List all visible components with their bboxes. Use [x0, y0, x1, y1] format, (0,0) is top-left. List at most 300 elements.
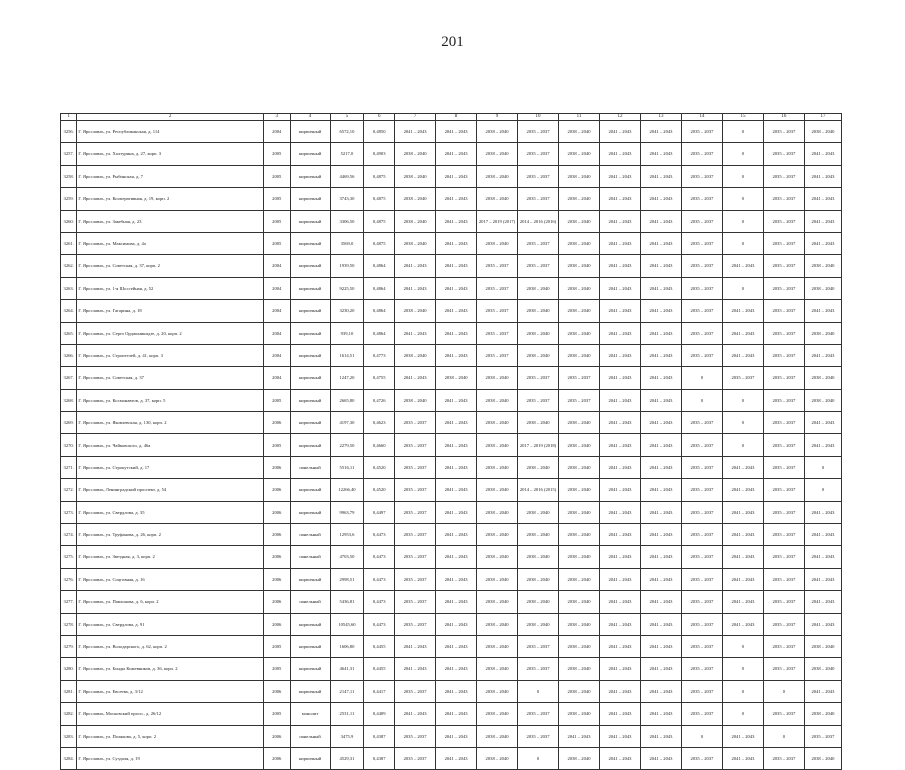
table-cell: 2041 – 2043 — [395, 121, 436, 143]
table-cell: 2038 – 2040 — [559, 613, 600, 635]
table-cell: 2038 – 2040 — [518, 524, 559, 546]
table-cell: 2041 – 2043 — [436, 165, 477, 187]
table-cell: 2035 – 2037 — [395, 680, 436, 702]
table-cell: 2041 – 2043 — [640, 188, 681, 210]
table-cell: 0 — [722, 412, 763, 434]
table-cell: 2038 – 2040 — [804, 703, 841, 725]
table-cell: 2006 — [263, 501, 290, 523]
address-cell: Г. Ярославль, ул. Соцговная, д. 16 — [77, 568, 264, 590]
table-cell: 2038 – 2040 — [395, 210, 436, 232]
table-cell: 2038 – 2040 — [804, 322, 841, 344]
table-cell: 2041 – 2043 — [436, 188, 477, 210]
column-number: 1 — [61, 114, 77, 121]
table-cell: 2038 – 2040 — [518, 277, 559, 299]
row-number: 3274. — [61, 524, 77, 546]
table-cell: 2038 – 2040 — [518, 322, 559, 344]
address-cell: Г. Ярославль, ул. Суздаля, д. 19 — [77, 747, 264, 769]
table-cell: 2038 – 2040 — [559, 456, 600, 478]
table-cell: 2035 – 2037 — [763, 613, 804, 635]
table-cell: 2041 – 2043 — [436, 747, 477, 769]
table-cell: кирпичный — [290, 501, 330, 523]
table-cell: 2014 – 2016 (2016) — [518, 210, 559, 232]
row-number: 3276. — [61, 568, 77, 590]
table-cell: 0 — [722, 703, 763, 725]
table-cell: 2038 – 2040 — [395, 232, 436, 254]
table-cell: 0 — [763, 725, 804, 747]
table-cell: 2038 – 2040 — [804, 367, 841, 389]
table-cell: 2041 – 2043 — [804, 143, 841, 165]
table-cell: 2038 – 2040 — [395, 389, 436, 411]
table-cell: 0 — [722, 143, 763, 165]
table-cell: 2041 – 2043 — [804, 546, 841, 568]
table-cell: 2035 – 2037 — [477, 277, 518, 299]
table-cell: 2041 – 2043 — [640, 434, 681, 456]
table-cell: 2035 – 2037 — [763, 165, 804, 187]
table-cell: 2038 – 2040 — [559, 434, 600, 456]
table-cell: 2038 – 2040 — [559, 344, 600, 366]
row-number: 3265. — [61, 322, 77, 344]
table-cell: 2038 – 2040 — [518, 613, 559, 635]
table-cell: 0,4409 — [364, 703, 395, 725]
table-cell: 2038 – 2040 — [559, 188, 600, 210]
table-cell: 0,4903 — [364, 143, 395, 165]
table-cell: 2038 – 2040 — [477, 165, 518, 187]
address-cell: Г. Ярославль, ул. Свердлова, д. 35 — [77, 501, 264, 523]
table-row — [61, 434, 842, 456]
table-cell: 2038 – 2040 — [477, 188, 518, 210]
table-cell: 2005 — [263, 188, 290, 210]
table-cell: 2035 – 2037 — [518, 703, 559, 725]
repair-schedule-table — [60, 113, 842, 770]
table-cell: 2041 – 2043 — [600, 188, 641, 210]
table-cell: 2005 — [263, 143, 290, 165]
table-cell: 2038 – 2040 — [395, 344, 436, 366]
table-cell: 0,4473 — [364, 524, 395, 546]
table-cell: 0 — [681, 389, 722, 411]
table-cell: 2041 – 2043 — [600, 725, 641, 747]
table-row — [61, 300, 842, 322]
table-cell: 2035 – 2037 — [681, 121, 722, 143]
table-cell: 5217,0 — [330, 143, 364, 165]
table-row — [61, 501, 842, 523]
table-cell: 2035 – 2037 — [681, 255, 722, 277]
table-cell: 2041 – 2043 — [640, 703, 681, 725]
table-row — [61, 658, 842, 680]
column-number: 14 — [681, 114, 722, 121]
column-number: 4 — [290, 114, 330, 121]
row-number: 3269. — [61, 412, 77, 434]
table-cell: 2035 – 2037 — [763, 747, 804, 769]
column-number: 17 — [804, 114, 841, 121]
table-cell: 2005 — [263, 658, 290, 680]
row-number: 3283. — [61, 725, 77, 747]
table-cell: 2035 – 2037 — [681, 165, 722, 187]
table-row — [61, 277, 842, 299]
row-number: 3272. — [61, 479, 77, 501]
table-cell: 2035 – 2037 — [804, 725, 841, 747]
table-cell: 2041 – 2043 — [600, 501, 641, 523]
column-number: 3 — [263, 114, 290, 121]
table-cell: 2035 – 2037 — [763, 412, 804, 434]
table-cell: 2035 – 2037 — [763, 143, 804, 165]
table-row — [61, 703, 842, 725]
table-cell: 2038 – 2040 — [559, 210, 600, 232]
table-cell: 2017 – 2019 (2017) — [477, 210, 518, 232]
page-number: 201 — [441, 34, 464, 50]
table-cell: 12953,6 — [330, 524, 364, 546]
table-cell: кирпичный — [290, 747, 330, 769]
table-cell: 2038 – 2040 — [477, 747, 518, 769]
table-row — [61, 210, 842, 232]
table-cell: 2041 – 2043 — [600, 635, 641, 657]
address-cell: Г. Ярославль, ул. Максимова, д. 4а — [77, 232, 264, 254]
table-cell: 0,4473 — [364, 591, 395, 613]
table-cell: 2038 – 2040 — [559, 232, 600, 254]
table-cell: 2035 – 2037 — [763, 389, 804, 411]
table-cell: 2041 – 2043 — [600, 703, 641, 725]
table-cell: 2041 – 2043 — [804, 188, 841, 210]
column-number: 2 — [77, 114, 264, 121]
table-cell: 0,4520 — [364, 479, 395, 501]
table-cell: кирпичный — [290, 434, 330, 456]
table-row — [61, 747, 842, 769]
table-cell: 2038 – 2040 — [477, 232, 518, 254]
table-cell: 2038 – 2040 — [559, 680, 600, 702]
table-cell: 2035 – 2037 — [763, 121, 804, 143]
table-cell: кирпичный — [290, 635, 330, 657]
table-cell: 2006 — [263, 412, 290, 434]
table-cell: 2041 – 2043 — [722, 322, 763, 344]
table-cell: 2038 – 2040 — [804, 121, 841, 143]
table-cell: 2279,50 — [330, 434, 364, 456]
table-cell: 0 — [804, 479, 841, 501]
table-cell: 2041 – 2043 — [436, 456, 477, 478]
table-cell: кирпичный — [290, 232, 330, 254]
table-cell: 0,4755 — [364, 367, 395, 389]
address-cell: Г. Ярославль, ул. Чайковского, д. 46а — [77, 434, 264, 456]
table-cell: 2038 – 2040 — [477, 479, 518, 501]
table-cell: 2035 – 2037 — [559, 389, 600, 411]
table-row — [61, 255, 842, 277]
table-cell: 2041 – 2043 — [436, 121, 477, 143]
table-cell: 2005 — [263, 434, 290, 456]
table-row — [61, 479, 842, 501]
table-cell: 2041 – 2043 — [436, 255, 477, 277]
table-cell: 2038 – 2040 — [518, 456, 559, 478]
table-cell: 2041 – 2043 — [640, 591, 681, 613]
table-cell: 2005 — [263, 703, 290, 725]
table-cell: 2038 – 2040 — [804, 658, 841, 680]
address-cell: Г. Ярославль, Ленинградский проспект, д. 54 — [77, 479, 264, 501]
table-cell: 2038 – 2040 — [436, 367, 477, 389]
table-cell: 2038 – 2040 — [804, 635, 841, 657]
table-cell: 2038 – 2040 — [477, 456, 518, 478]
row-number: 3273. — [61, 501, 77, 523]
table-cell: 0 — [518, 680, 559, 702]
table-cell: 0,4473 — [364, 546, 395, 568]
table-cell: 2041 – 2043 — [804, 524, 841, 546]
table-cell: кирпичный — [290, 680, 330, 702]
table-cell: кирпичный — [290, 389, 330, 411]
table-cell: 2035 – 2037 — [681, 658, 722, 680]
table-cell: 2035 – 2037 — [518, 121, 559, 143]
table-cell: 2041 – 2043 — [395, 367, 436, 389]
column-number: 10 — [518, 114, 559, 121]
table-cell: кирпичный — [290, 479, 330, 501]
table-cell: 2035 – 2037 — [518, 389, 559, 411]
table-cell: 2006 — [263, 591, 290, 613]
column-number: 9 — [477, 114, 518, 121]
table-cell: 2041 – 2043 — [640, 546, 681, 568]
table-cell: 2041 – 2043 — [600, 479, 641, 501]
table-cell: 2005 — [263, 165, 290, 187]
address-cell: Г. Ярославль, ул. Гагарина, д. 18 — [77, 300, 264, 322]
table-cell: 2041 – 2043 — [640, 747, 681, 769]
table-cell: 0 — [722, 165, 763, 187]
table-cell: панельный — [290, 546, 330, 568]
table-cell: 2041 – 2043 — [640, 501, 681, 523]
row-number: 3256. — [61, 121, 77, 143]
table-cell: 2035 – 2037 — [763, 456, 804, 478]
table-cell: кирпичный — [290, 143, 330, 165]
table-cell: панельный — [290, 725, 330, 747]
address-cell: Г. Ярославль, Московский просп., д. 26/12 — [77, 703, 264, 725]
table-cell: 0,4864 — [364, 300, 395, 322]
table-cell: 2041 – 2043 — [600, 613, 641, 635]
table-cell: 2041 – 2043 — [436, 322, 477, 344]
table-cell: 2038 – 2040 — [518, 412, 559, 434]
table-cell: 2006 — [263, 456, 290, 478]
row-number: 3278. — [61, 613, 77, 635]
table-cell: 2041 – 2043 — [640, 524, 681, 546]
table-cell: кирпичный — [290, 121, 330, 143]
table-cell: 3475,9 — [330, 725, 364, 747]
table-cell: 2038 – 2040 — [559, 121, 600, 143]
table-cell: 2038 – 2040 — [477, 568, 518, 590]
table-cell: 2035 – 2037 — [477, 255, 518, 277]
table-cell: 2038 – 2040 — [395, 188, 436, 210]
table-cell: 2041 – 2043 — [436, 210, 477, 232]
table-cell: 0,4875 — [364, 232, 395, 254]
address-cell: Г. Ярославль, ул. Полякова, д. 5, корп. 2 — [77, 725, 264, 747]
table-cell: 2041 – 2043 — [804, 412, 841, 434]
address-cell: Г. Ярославль, ул. Евсеева, д. 3/12 — [77, 680, 264, 702]
table-cell: кирпичный — [290, 613, 330, 635]
table-cell: 2041 – 2043 — [436, 680, 477, 702]
table-cell: 2041 – 2043 — [640, 635, 681, 657]
table-cell: 0,4864 — [364, 277, 395, 299]
table-cell: 4641,31 — [330, 658, 364, 680]
table-cell: 2038 – 2040 — [477, 680, 518, 702]
table-cell: 2038 – 2040 — [559, 658, 600, 680]
table-cell: 2041 – 2043 — [640, 680, 681, 702]
table-cell: 2041 – 2043 — [640, 277, 681, 299]
table-cell: 2041 – 2043 — [804, 165, 841, 187]
table-cell: 2041 – 2043 — [722, 568, 763, 590]
table-cell: 2038 – 2040 — [559, 479, 600, 501]
table-cell: 2041 – 2043 — [436, 412, 477, 434]
table-cell: 2041 – 2043 — [640, 210, 681, 232]
table-cell: 2035 – 2037 — [395, 501, 436, 523]
table-cell: 0 — [722, 232, 763, 254]
table-cell: 939,10 — [330, 322, 364, 344]
column-number: 11 — [559, 114, 600, 121]
table-cell: 2035 – 2037 — [763, 546, 804, 568]
table-cell: кирпичный — [290, 210, 330, 232]
table-cell: 2038 – 2040 — [395, 300, 436, 322]
address-cell: Г. Ярославль, ул. Республиканская, д. 114 — [77, 121, 264, 143]
table-cell: 2035 – 2037 — [763, 322, 804, 344]
table-cell: 1614,51 — [330, 344, 364, 366]
table-cell: 2038 – 2040 — [477, 143, 518, 165]
table-cell: 2035 – 2037 — [763, 367, 804, 389]
table-cell: 3306,50 — [330, 210, 364, 232]
table-cell: 2035 – 2037 — [681, 232, 722, 254]
table-cell: 2038 – 2040 — [477, 725, 518, 747]
table-cell: 2041 – 2043 — [722, 501, 763, 523]
table-cell: 2035 – 2037 — [395, 725, 436, 747]
table-cell: 0,4773 — [364, 344, 395, 366]
table-cell: 2041 – 2043 — [600, 277, 641, 299]
table-cell: 2035 – 2037 — [763, 344, 804, 366]
table-cell: 2035 – 2037 — [518, 725, 559, 747]
table-cell: 5516,11 — [330, 456, 364, 478]
table-cell: 2041 – 2043 — [804, 568, 841, 590]
table-cell: 2038 – 2040 — [559, 591, 600, 613]
table-row — [61, 524, 842, 546]
table-cell: 2041 – 2043 — [600, 658, 641, 680]
row-number: 3264. — [61, 300, 77, 322]
table-cell: 2038 – 2040 — [559, 255, 600, 277]
table-cell: 2035 – 2037 — [681, 591, 722, 613]
table-cell: 2035 – 2037 — [518, 232, 559, 254]
table-cell: 2041 – 2043 — [722, 725, 763, 747]
table-row — [61, 412, 842, 434]
table-cell: кирпичный — [290, 322, 330, 344]
table-cell: 2006 — [263, 613, 290, 635]
table-cell: 0 — [722, 658, 763, 680]
column-number-row — [61, 114, 842, 121]
table-cell: 0 — [722, 121, 763, 143]
table-cell: 2041 – 2043 — [640, 165, 681, 187]
table-cell: 2041 – 2043 — [640, 300, 681, 322]
table-cell: 0,4387 — [364, 747, 395, 769]
row-number: 3259. — [61, 188, 77, 210]
table-cell: 0,4875 — [364, 165, 395, 187]
column-number: 6 — [364, 114, 395, 121]
table-cell: 0 — [681, 367, 722, 389]
table-cell: 2041 – 2043 — [436, 277, 477, 299]
table-cell: 2041 – 2043 — [600, 165, 641, 187]
row-number: 3279. — [61, 635, 77, 657]
table-cell: 2035 – 2037 — [681, 747, 722, 769]
table-cell: 2035 – 2037 — [763, 568, 804, 590]
row-number: 3261. — [61, 232, 77, 254]
row-number: 3266. — [61, 344, 77, 366]
table-cell: 2035 – 2037 — [681, 613, 722, 635]
table-row — [61, 613, 842, 635]
table-cell: 4703,50 — [330, 546, 364, 568]
row-number: 3277. — [61, 591, 77, 613]
table-cell: 2041 – 2043 — [640, 255, 681, 277]
table-cell: 2035 – 2037 — [681, 188, 722, 210]
table-cell: 10545,60 — [330, 613, 364, 635]
table-cell: 2035 – 2037 — [477, 344, 518, 366]
table-cell: 0 — [804, 456, 841, 478]
table-cell: 2041 – 2043 — [640, 121, 681, 143]
table-cell: 2038 – 2040 — [559, 412, 600, 434]
table-cell: кирпичный — [290, 344, 330, 366]
table-cell: 2041 – 2043 — [600, 367, 641, 389]
table-cell: 2038 – 2040 — [477, 658, 518, 680]
table-cell: 2035 – 2037 — [763, 300, 804, 322]
table-cell: 2041 – 2043 — [722, 747, 763, 769]
table-cell: 2041 – 2043 — [600, 546, 641, 568]
table-cell: 2006 — [263, 568, 290, 590]
table-row — [61, 546, 842, 568]
address-cell: Г. Ярославль, ул. Строкутский, д. 17 — [77, 456, 264, 478]
table-cell: 0,4497 — [364, 501, 395, 523]
table-cell: 2041 – 2043 — [804, 591, 841, 613]
table-cell: 2041 – 2043 — [640, 143, 681, 165]
table-cell: 2041 – 2043 — [722, 613, 763, 635]
table-cell: 2041 – 2043 — [640, 344, 681, 366]
table-cell: 2035 – 2037 — [395, 412, 436, 434]
row-number: 3257. — [61, 143, 77, 165]
table-cell: 2035 – 2037 — [763, 277, 804, 299]
table-cell: 2004 — [263, 344, 290, 366]
column-number: 7 — [395, 114, 436, 121]
table-cell: 0,4864 — [364, 255, 395, 277]
address-cell: Г. Ярославль, ул. Серго Орджоникидзе, д. 20, корп. 2 — [77, 322, 264, 344]
table-cell: 2041 – 2043 — [600, 434, 641, 456]
address-cell: Г. Ярославль, ул. Звездная, д. 3, корп. 2 — [77, 546, 264, 568]
table-cell: кирпичный — [290, 300, 330, 322]
table-cell: 2041 – 2043 — [804, 434, 841, 456]
table-cell: 2041 – 2043 — [722, 524, 763, 546]
table-cell: 1939,50 — [330, 255, 364, 277]
table-cell: 2041 – 2043 — [600, 747, 641, 769]
table-cell: 2035 – 2037 — [681, 546, 722, 568]
address-cell: Г. Ярославль, ул. 1-я Шоссейная, д. 52 — [77, 277, 264, 299]
table-cell: 2041 – 2043 — [804, 300, 841, 322]
table-cell: 2038 – 2040 — [804, 277, 841, 299]
table-cell: 2041 – 2043 — [395, 658, 436, 680]
table-cell: 2041 – 2043 — [804, 210, 841, 232]
table-cell: 2038 – 2040 — [518, 344, 559, 366]
address-cell: Г. Ярославль, ул. Советская, д. 37, корп. 2 — [77, 255, 264, 277]
table-cell: панельный — [290, 591, 330, 613]
table-cell: 2035 – 2037 — [681, 143, 722, 165]
table-cell: 2041 – 2043 — [395, 322, 436, 344]
table-cell: 2035 – 2037 — [477, 300, 518, 322]
table-cell: 3743,30 — [330, 188, 364, 210]
table-cell: 2035 – 2037 — [763, 591, 804, 613]
table-row — [61, 591, 842, 613]
table-row — [61, 367, 842, 389]
address-cell: Г. Ярославль, ул. Строителей, д. 41, корп. 3 — [77, 344, 264, 366]
table-cell: 2041 – 2043 — [640, 389, 681, 411]
table-cell: 2038 – 2040 — [477, 434, 518, 456]
table-cell: кирпичный — [290, 412, 330, 434]
table-cell: 2005 — [263, 635, 290, 657]
table-row — [61, 188, 842, 210]
table-cell: 2035 – 2037 — [681, 322, 722, 344]
column-number: 5 — [330, 114, 364, 121]
table-cell: 2038 – 2040 — [559, 524, 600, 546]
table-cell: 2006 — [263, 524, 290, 546]
table-cell: 2035 – 2037 — [681, 300, 722, 322]
